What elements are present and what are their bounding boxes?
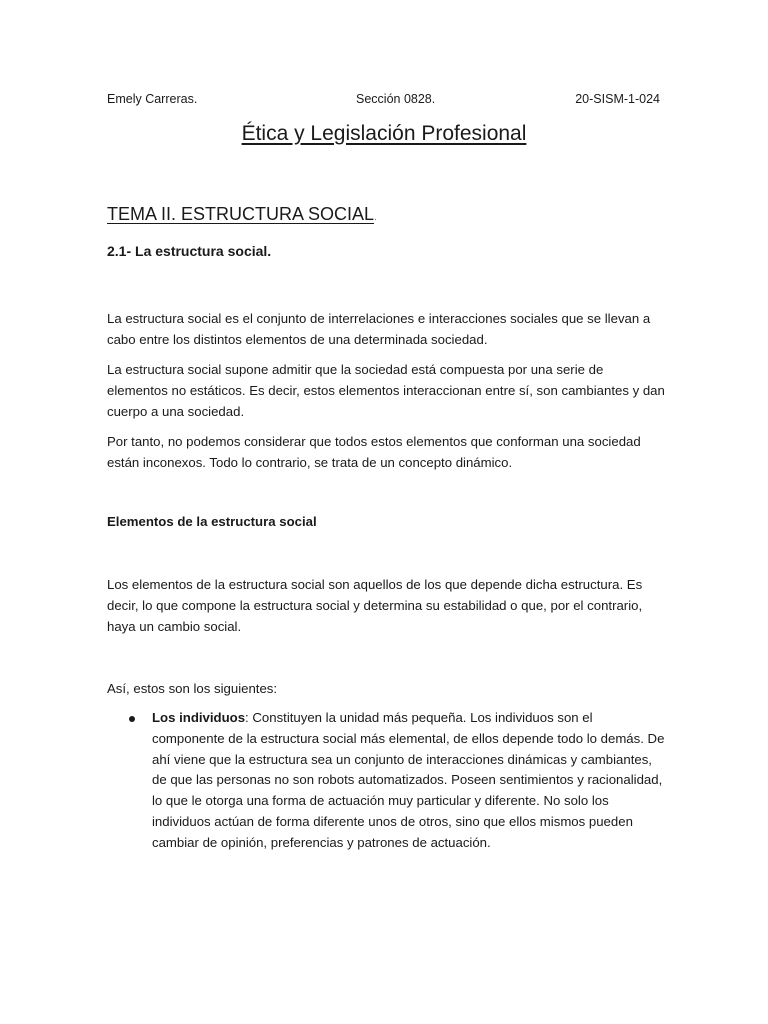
bullet-icon — [129, 716, 135, 722]
author-name: Emely Carreras. — [107, 92, 198, 106]
tema-heading — [107, 204, 377, 225]
document-title: Ética y Legislación Profesional — [241, 122, 527, 145]
section-number: Sección 0828. — [356, 92, 436, 106]
elements-heading: Elementos de la estructura social — [107, 514, 317, 529]
list-item-text: : Constituyen la unidad más pequeña. Los individuos son el componente de la estructura social más elemental, de ellos depende todo lo demás. De ahí viene que la estructura sea un conjunto de interacciones dinámicas y cambiantes, de que las personas no son robots automatizados. Poseen sentimientos y racionalidad, lo que le otorga una forma de actuación muy particular y diferente. No solo los individuos actúan de forma diferente unos de otros, sino que ellos mismos pueden cambiar de opinión, preferencias y patrones de actuación. — [152, 710, 665, 850]
elements-intro-paragraph: Los elementos de la estructura social son aquellos de los que depende dicha estructura. Es decir, lo que compone la estructura social y determina su estabilidad o que, por el contrario, haya un cambio social. — [107, 577, 643, 634]
section-subheading: 2.1- La estructura social. — [107, 243, 272, 259]
elements-list — [107, 708, 667, 854]
list-item-term: Los individuos — [152, 710, 246, 725]
paragraph: La estructura social supone admitir que la sociedad está compuesta por una serie de elementos no estáticos. Es decir, estos elementos interaccionan entre sí, son cambiantes y dan cuerpo a una sociedad. — [107, 362, 665, 419]
paragraph: Por tanto, no podemos considerar que todos estos elementos que conforman una sociedad están inconexos. Todo lo contrario, se trata de un concepto dinámico. — [107, 434, 641, 470]
tema-heading-text: TEMA II. ESTRUCTURA SOCIAL — [107, 204, 375, 224]
student-id: 20-SISM-1-024 — [575, 92, 660, 106]
document-header — [107, 92, 660, 110]
list-item — [107, 708, 667, 854]
tema-heading-trailing: . — [374, 212, 377, 223]
paragraph: La estructura social es el conjunto de interrelaciones e interacciones sociales que se llevan a cabo entre los distintos elementos de una determinada sociedad. — [107, 311, 651, 347]
list-intro: Así, estos son los siguientes: — [107, 681, 278, 696]
